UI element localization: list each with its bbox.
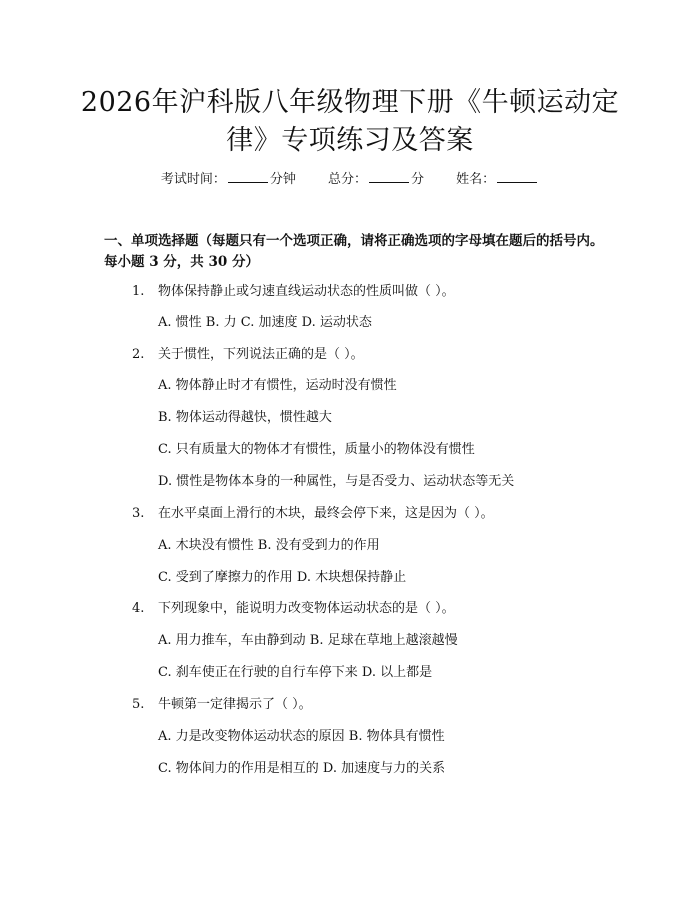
question-text: 牛顿第一定律揭示了（ ）。	[158, 697, 312, 712]
question-3-options-cd: C. 受到了摩擦力的作用 D. 木块想保持静止	[158, 570, 407, 585]
question-5-options-cd: C. 物体间力的作用是相互的 D. 加速度与力的关系	[158, 761, 446, 776]
exam-time-blank[interactable]	[228, 170, 268, 183]
question-1-options: A. 惯性 B. 力 C. 加速度 D. 运动状态	[158, 315, 372, 330]
question-2-option-a: A. 物体静止时才有惯性，运动时没有惯性	[158, 378, 397, 393]
question-3-options-ab: A. 木块没有惯性 B. 没有受到力的作用	[158, 538, 380, 553]
question-number: 3.	[132, 506, 145, 521]
question-4	[132, 600, 455, 618]
question-text: 下列现象中，能说明力改变物体运动状态的是（ ）。	[158, 601, 455, 616]
question-number: 1.	[132, 284, 145, 299]
question-number: 2.	[132, 347, 145, 362]
question-5-options-ab: A. 力是改变物体运动状态的原因 B. 物体具有惯性	[158, 729, 445, 744]
question-2-option-b: B. 物体运动得越快，惯性越大	[158, 410, 332, 425]
total-score-label: 总分：	[327, 172, 367, 187]
exam-time-label: 考试时间：	[160, 172, 226, 187]
question-number: 5.	[132, 697, 145, 712]
exam-time	[161, 170, 296, 189]
question-1	[132, 283, 455, 301]
student-name-label: 姓名：	[456, 172, 496, 187]
student-name-blank[interactable]	[497, 170, 537, 183]
question-3	[132, 505, 494, 523]
question-text: 在水平桌面上滑行的木块，最终会停下来，这是因为（ ）。	[158, 506, 494, 521]
question-5	[132, 696, 312, 714]
total-score-unit: 分	[411, 172, 425, 187]
student-name	[456, 170, 539, 189]
question-2	[132, 346, 364, 364]
question-number: 4.	[132, 601, 145, 616]
question-4-options-cd: C. 刹车使正在行驶的自行车停下来 D. 以上都是	[158, 665, 433, 680]
question-2-option-c: C. 只有质量大的物体才有惯性，质量小的物体没有惯性	[158, 442, 475, 457]
exam-meta	[0, 170, 700, 189]
question-2-option-d: D. 惯性是物体本身的一种属性，与是否受力、运动状态等无关	[158, 474, 515, 489]
document-title-line-1: 2026年沪科版八年级物理下册《牛顿运动定	[80, 87, 620, 118]
document-title-line-2: 律》专项练习及答案	[226, 125, 474, 156]
total-score-blank[interactable]	[369, 170, 409, 183]
question-4-options-ab: A. 用力推车，车由静到动 B. 足球在草地上越滚越慢	[158, 633, 458, 648]
question-text: 物体保持静止或匀速直线运动状态的性质叫做（ ）。	[158, 284, 455, 299]
section-heading: 一、单项选择题（每题只有一个选项正确，请将正确选项的字母填在题后的括号内。每小题 3 分，共 30 分）	[104, 233, 604, 270]
exam-time-unit: 分钟	[269, 172, 296, 187]
total-score	[328, 170, 424, 189]
question-text: 关于惯性，下列说法正确的是（ ）。	[158, 347, 364, 362]
